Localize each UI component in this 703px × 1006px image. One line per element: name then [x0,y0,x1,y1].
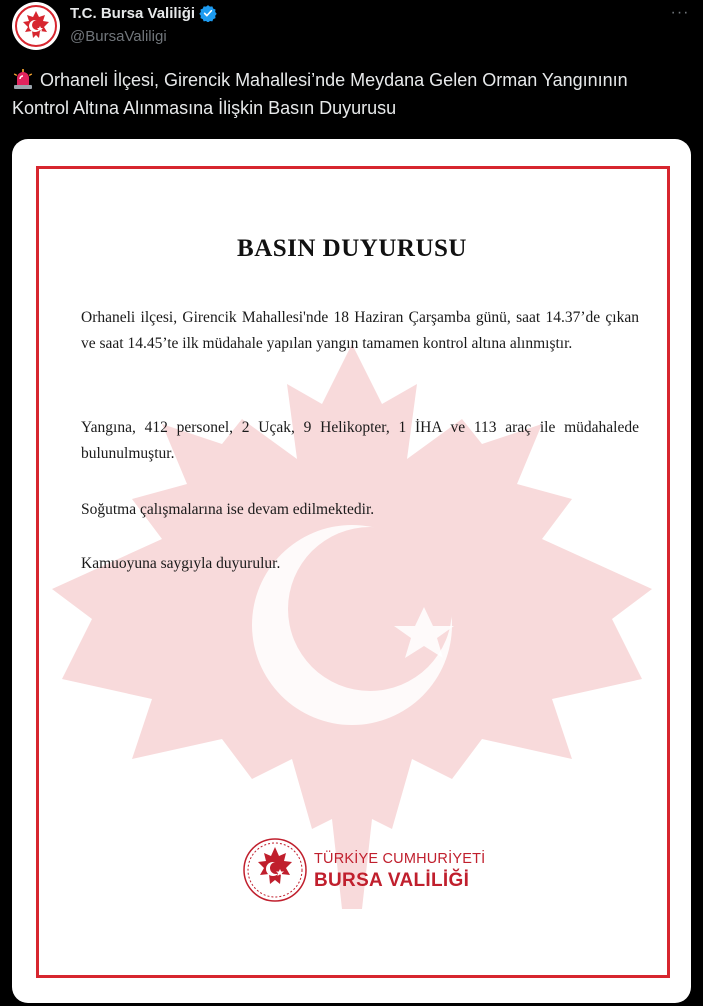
document-paragraph: Yangına, 412 personel, 2 Uçak, 9 Helikopter, 1 İHA ve 113 araç ile müdahalede bulunulmuştur. [81,419,639,462]
tweet-header [12,0,692,54]
tweet-text [12,66,682,122]
alarm-light-icon [12,68,34,90]
brand-line-1: TÜRKİYE CUMHURİYETİ [314,851,486,867]
display-name-text[interactable]: T.C. Bursa Valiliği [70,4,196,22]
avatar[interactable] [12,2,60,50]
more-options-button[interactable]: ··· [670,4,690,21]
bursa-valiligi-emblem-icon [12,2,60,50]
tweet-body: Orhaneli İlçesi, Girencik Mahallesi’nde Meydana Gelen Orman Yangınının Kontrol Altına Alınmasına İlişkin Basın Duyurusu [12,70,628,118]
valilik-logo-icon [242,837,308,903]
account-handle[interactable]: @BursaValiligi [70,28,167,45]
document-paragraph: Kamuoyuna saygıyla duyurulur. [81,555,281,572]
document-title: BASIN DUYURUSU [237,235,467,262]
verified-badge-icon [199,4,217,22]
document-paragraph: Soğutma çalışmalarına ise devam edilmektedir. [81,501,375,518]
document-paragraph: Orhaneli ilçesi, Girencik Mahallesi'nde 18 Haziran Çarşamba günü, saat 14.37’de çıkan ve saat 14.45’te ilk müdahale yapılan yangın tamamen kontrol altına alınmıştır. [81,309,639,352]
attached-image[interactable] [12,139,691,1003]
brand-line-2: BURSA VALİLİĞİ [314,870,470,891]
display-name[interactable] [70,4,217,22]
